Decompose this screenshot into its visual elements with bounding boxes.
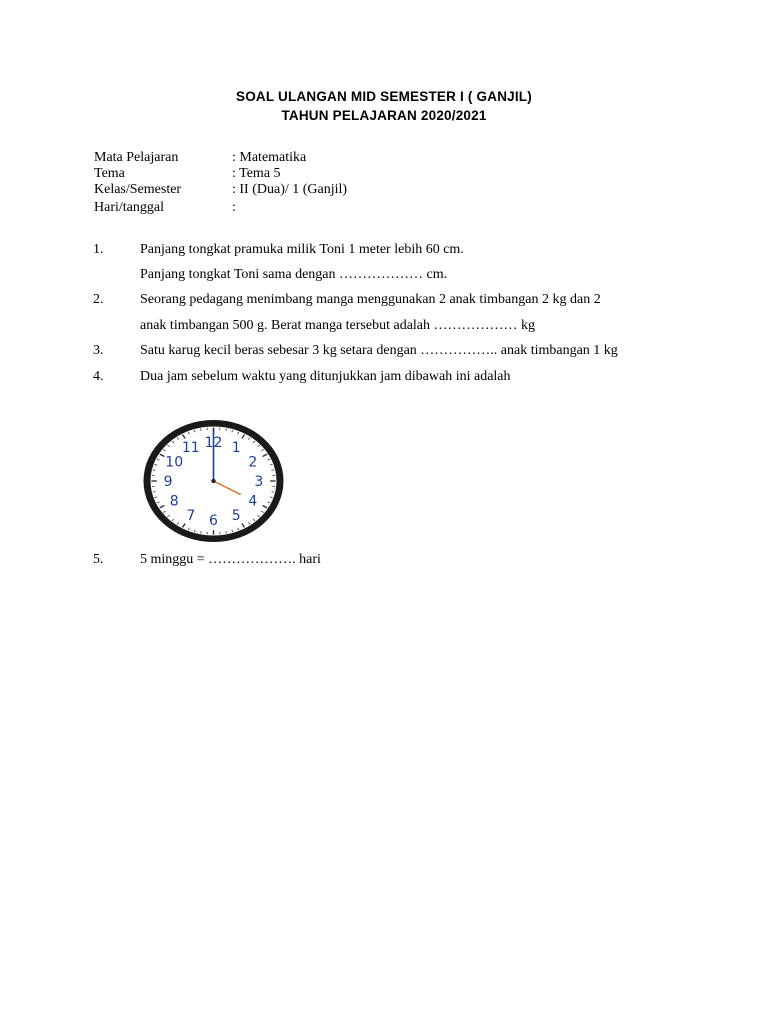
exam-title: SOAL ULANGAN MID SEMESTER I ( GANJIL) bbox=[236, 89, 532, 104]
clock-numeral: 12 bbox=[204, 434, 223, 451]
clock-tick bbox=[153, 470, 156, 471]
clock-center bbox=[211, 479, 215, 483]
info-label: Hari/tanggal bbox=[94, 200, 164, 215]
question-text: Panjang tongkat pramuka milik Toni 1 meter lebih 60 cm. bbox=[140, 242, 464, 257]
clock-numeral: 1 bbox=[231, 440, 241, 457]
clock-tick bbox=[271, 492, 274, 493]
clock-numeral: 4 bbox=[248, 493, 258, 510]
clock-numeral: 10 bbox=[165, 454, 184, 471]
exam-year: TAHUN PELAJARAN 2020/2021 bbox=[281, 108, 487, 123]
clock-numeral: 2 bbox=[248, 454, 258, 471]
info-label: Tema bbox=[94, 166, 125, 181]
clock-numeral: 8 bbox=[169, 493, 179, 510]
question-text: anak timbangan 500 g. Berat manga tersebut adalah ……………… kg bbox=[140, 318, 536, 333]
info-label: Kelas/Semester bbox=[94, 182, 182, 197]
info-value: : Matematika bbox=[232, 150, 307, 165]
question-number: 2. bbox=[93, 292, 104, 307]
info-value: : Tema 5 bbox=[232, 166, 281, 181]
clock-numeral: 7 bbox=[186, 507, 196, 524]
clock-numeral: 5 bbox=[231, 507, 241, 524]
question-text: Dua jam sebelum waktu yang ditunjukkan jam dibawah ini adalah bbox=[140, 369, 511, 384]
clock-numeral: 11 bbox=[181, 440, 200, 457]
clock-icon bbox=[141, 416, 286, 544]
clock-numeral: 3 bbox=[254, 474, 264, 490]
info-value: : II (Dua)/ 1 (Ganjil) bbox=[232, 182, 348, 197]
question-text: Satu karug kecil beras sebesar 3 kg setara dengan …………….. anak timbangan 1 kg bbox=[140, 343, 618, 358]
question-number: 3. bbox=[93, 343, 104, 358]
info-value: : bbox=[232, 200, 236, 215]
clock-numeral: 6 bbox=[209, 513, 218, 530]
clock-tick bbox=[271, 470, 274, 471]
clock-tick bbox=[153, 492, 156, 493]
question-number: 4. bbox=[93, 369, 104, 384]
question-number: 5. bbox=[93, 552, 104, 567]
question-text: 5 minggu = ………………. hari bbox=[140, 552, 321, 567]
question-number: 1. bbox=[93, 242, 104, 257]
question-text: Panjang tongkat Toni sama dengan ……………… cm. bbox=[140, 267, 448, 282]
info-label: Mata Pelajaran bbox=[94, 150, 179, 165]
clock-illustration bbox=[141, 416, 286, 544]
question-text: Seorang pedagang menimbang manga menggunakan 2 anak timbangan 2 kg dan 2 bbox=[140, 292, 601, 307]
clock-numeral: 9 bbox=[163, 474, 173, 490]
